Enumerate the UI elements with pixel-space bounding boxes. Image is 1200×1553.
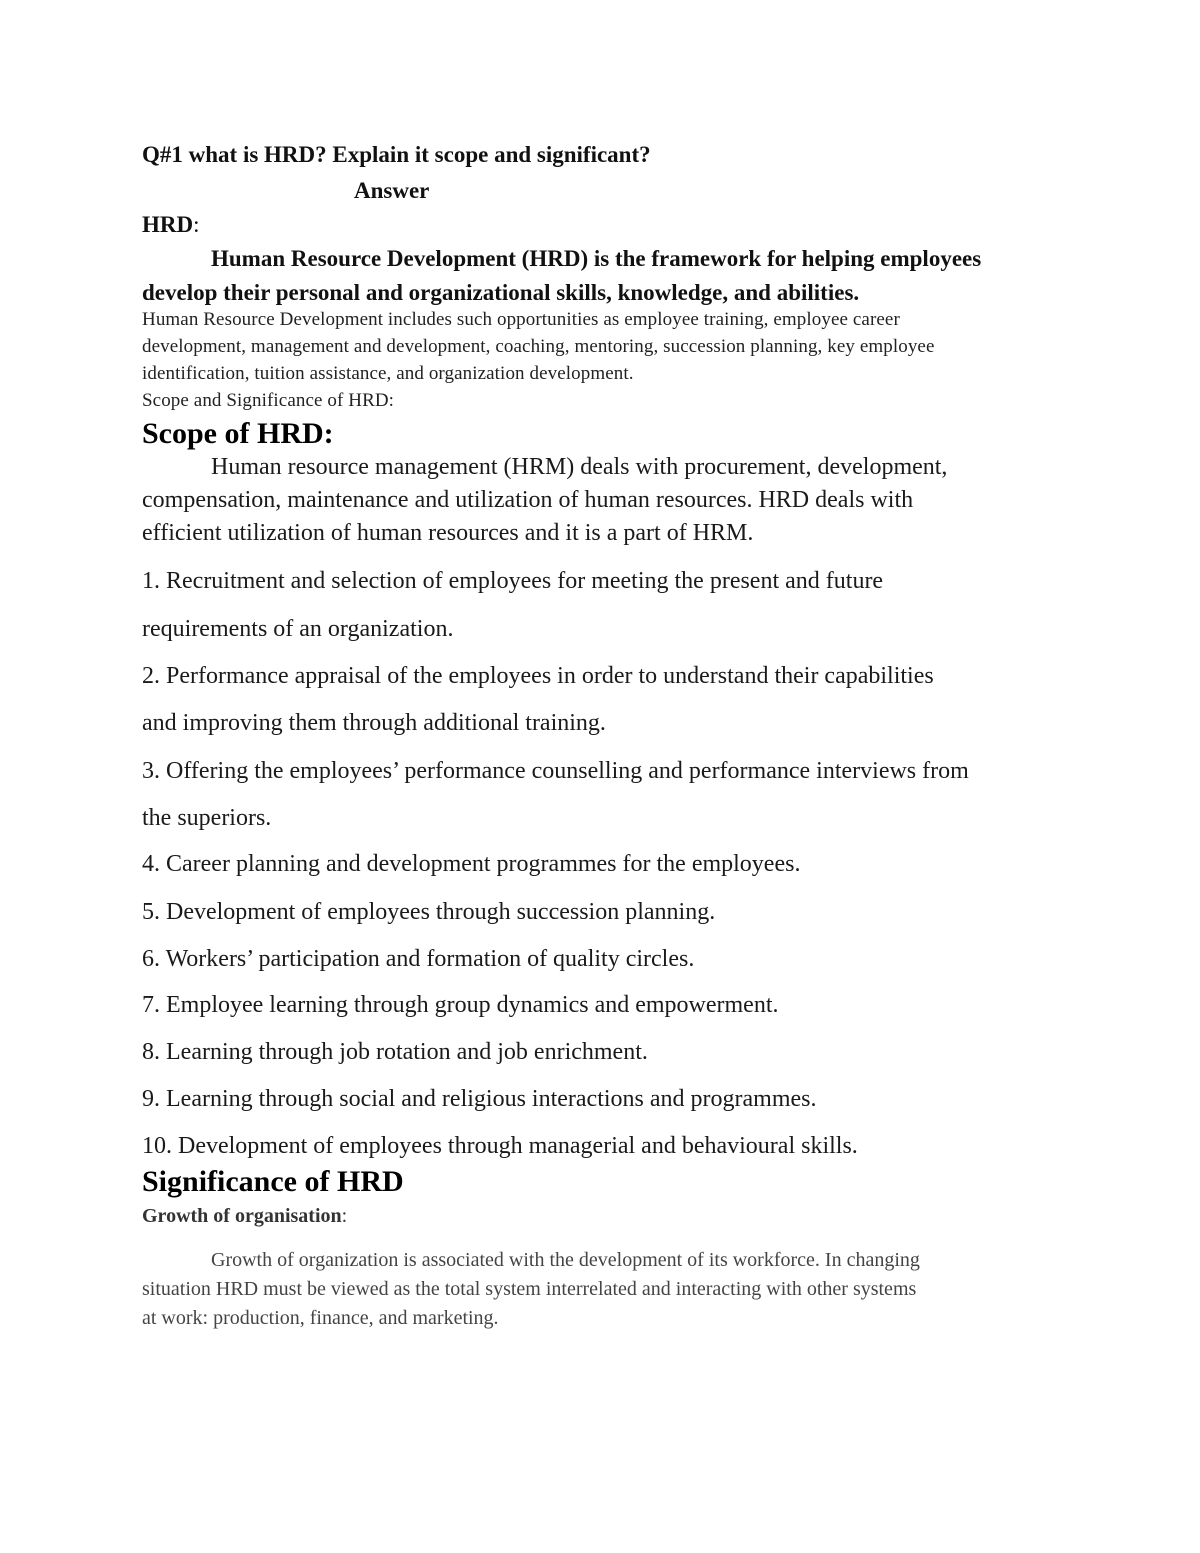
growth-subheading <box>142 1205 347 1228</box>
intro-line-2: development, management and development, coaching, mentoring, succession planning, key employee <box>142 336 935 357</box>
scope-paragraph-line-3: efficient utilization of human resources and it is a part of HRM. <box>142 520 754 546</box>
growth-paragraph-line-1: Growth of organization is associated with the development of its workforce. In changing <box>211 1249 920 1271</box>
scope-list-line: the superiors. <box>142 805 272 831</box>
scope-list-line: 1. Recruitment and selection of employees for meeting the present and future <box>142 568 884 594</box>
hrd-label-colon: : <box>193 212 200 237</box>
scope-paragraph-line-2: compensation, maintenance and utilization of human resources. HRD deals with <box>142 487 914 513</box>
definition-line-2: develop their personal and organizational skills, knowledge, and abilities. <box>142 280 860 305</box>
scope-heading: Scope of HRD: <box>142 417 334 450</box>
growth-paragraph-line-2: situation HRD must be viewed as the total system interrelated and interacting with other systems <box>142 1278 917 1300</box>
scope-list-line: and improving them through additional training. <box>142 710 606 736</box>
intro-line-1: Human Resource Development includes such opportunities as employee training, employee career <box>142 309 900 330</box>
intro-line-3: identification, tuition assistance, and organization development. <box>142 363 634 384</box>
scope-list-line: 9. Learning through social and religious interactions and programmes. <box>142 1086 817 1112</box>
scope-list-line: requirements of an organization. <box>142 616 454 642</box>
scope-list-line: 8. Learning through job rotation and job enrichment. <box>142 1039 648 1065</box>
significance-heading: Significance of HRD <box>142 1165 404 1198</box>
growth-paragraph-line-3: at work: production, finance, and marketing. <box>142 1307 499 1329</box>
scope-list-line: 4. Career planning and development programmes for the employees. <box>142 851 801 877</box>
scope-list-line: 2. Performance appraisal of the employees in order to understand their capabilities <box>142 663 934 689</box>
growth-subheading-text: Growth of organisation <box>142 1205 342 1227</box>
scope-list-line: 6. Workers’ participation and formation of quality circles. <box>142 946 695 972</box>
question-heading: Q#1 what is HRD? Explain it scope and significant? <box>142 142 651 167</box>
scope-list-line: 5. Development of employees through succession planning. <box>142 899 716 925</box>
scope-list-line: 7. Employee learning through group dynamics and empowerment. <box>142 992 779 1018</box>
growth-subheading-colon: : <box>341 1205 348 1227</box>
answer-label: Answer <box>354 178 430 203</box>
scope-list-line: 3. Offering the employees’ performance counselling and performance interviews from <box>142 758 969 784</box>
hrd-label-text: HRD <box>142 212 194 237</box>
scope-paragraph-line-1: Human resource management (HRM) deals with procurement, development, <box>211 454 948 480</box>
scope-and-significance-line: Scope and Significance of HRD: <box>142 390 395 411</box>
scope-list-line: 10. Development of employees through managerial and behavioural skills. <box>142 1133 858 1159</box>
definition-line-1: Human Resource Development (HRD) is the framework for helping employees <box>211 246 982 271</box>
hrd-label <box>142 212 200 238</box>
